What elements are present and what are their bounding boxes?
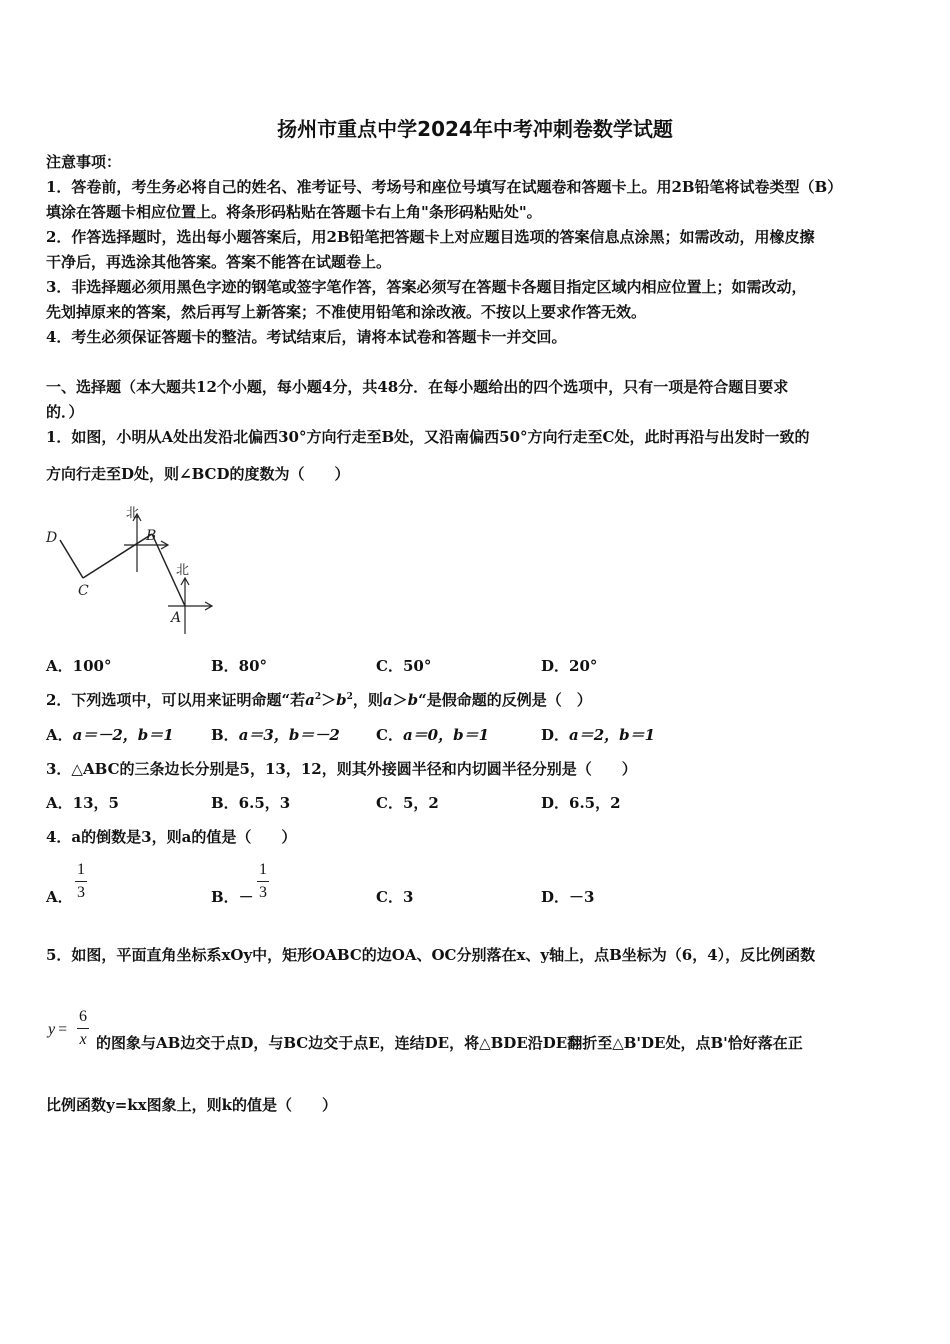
q2-option-c: C．a＝0，b＝1	[376, 726, 490, 744]
q1-stem-cont: 方向行走至D处，则∠BCD的度数为（ ）	[46, 465, 350, 483]
q3-option-b: B．6.5，3	[211, 794, 291, 812]
q4-option-a-fraction: 1 3	[77, 861, 85, 901]
q4-option-b: B．－	[211, 888, 254, 906]
q3-option-c: C．5，2	[376, 794, 439, 812]
q4-option-d: D．－3	[541, 888, 595, 906]
q1-option-c: C．50°	[376, 657, 432, 675]
point-D-label: D	[46, 530, 58, 546]
q1-figure	[40, 500, 220, 640]
section-heading: 一、选择题（本大题共12个小题，每小题4分，共48分．在每小题给出的四个选项中，只有一项是符合题目要求	[46, 378, 789, 396]
north-label-bottom: 北	[176, 563, 190, 578]
page-title: 扬州市重点中学2024年中考冲刺卷数学试题	[277, 117, 673, 141]
path-C-B	[83, 534, 152, 578]
notice-line: 1．答卷前，考生务必将自己的姓名、准考证号、考场号和座位号填写在试题卷和答题卡上。用2B铅笔将试卷类型（B）	[46, 178, 843, 196]
point-B-label: B	[146, 528, 157, 544]
section-heading-cont: 的．）	[46, 403, 84, 421]
q3-stem: 3．△ABC的三条边长分别是5，13，12，则其外接圆半径和内切圆半径分别是（ ）	[46, 760, 637, 778]
notice-line: 先划掉原来的答案，然后再写上新答案；不准使用铅笔和涂改液。不按以上要求作答无效。	[46, 303, 647, 321]
q5-stem: 5．如图，平面直角坐标系xOy中，矩形OABC的边OA、OC分别落在x、y轴上，点B坐标为（6，4），反比例函数	[46, 946, 816, 964]
q1-option-b: B．80°	[211, 657, 268, 675]
q4-option-b-fraction: 1 3	[259, 861, 267, 901]
notice-line: 3．非选择题必须用黑色字迹的钢笔或签字笔作答，答案必须写在答题卡各题目指定区域内相应位置上；如需改动，	[46, 278, 807, 296]
notice-line: 2．作答选择题时，选出每小题答案后，用2B铅笔把答题卡上对应题目选项的答案信息点涂黑；如需改动，用橡皮擦	[46, 228, 815, 246]
q5-function-lhs: y =	[48, 1021, 68, 1038]
q2-option-b: B．a＝3，b＝－2	[211, 726, 340, 744]
point-C-label: C	[78, 583, 89, 599]
q5-stem-end: 比例函数y=kx图象上，则k的值是（ ）	[46, 1096, 338, 1114]
q2-option-d: D．a＝2，b＝1	[541, 726, 656, 744]
q3-option-a: A．13，5	[46, 794, 119, 812]
north-label-top: 北	[126, 506, 140, 521]
q4-option-a: A．	[46, 888, 73, 906]
q1-option-d: D．20°	[541, 657, 598, 675]
path-D-C	[60, 540, 83, 578]
notice-line: 填涂在答题卡相应位置上。将条形码粘贴在答题卡右上角"条形码粘贴处"。	[46, 203, 542, 221]
q4-stem: 4．a的倒数是3，则a的值是（ ）	[46, 828, 297, 846]
q5-stem-cont: 的图象与AB边交于点D，与BC边交于点E，连结DE，将△BDE沿DE翻折至△B'DE处，点B'恰好落在正	[96, 1034, 803, 1052]
point-A-label: A	[171, 610, 182, 626]
q5-function-fraction: 6 x	[79, 1008, 87, 1048]
q4-option-c: C．3	[376, 888, 414, 906]
q2-option-a: A．a＝－2，b＝1	[46, 726, 174, 744]
q3-option-d: D．6.5，2	[541, 794, 621, 812]
q1-option-a: A．100°	[46, 657, 112, 675]
q2-stem: 2．下列选项中，可以用来证明命题“若$a^2>b^2$，则a＞b“是假命题的反例是（ ）	[46, 691, 592, 709]
q1-stem: 1．如图，小明从A处出发沿北偏西30°方向行走至B处，又沿南偏西50°方向行走至C处，此时再沿与出发时一致的	[46, 428, 810, 446]
notice-line: 干净后，再选涂其他答案。答案不能答在试题卷上。	[46, 253, 392, 271]
notice-heading: 注意事项：	[46, 153, 122, 171]
notice-line: 4．考生必须保证答题卡的整洁。考试结束后，请将本试卷和答题卡一并交回。	[46, 328, 567, 346]
